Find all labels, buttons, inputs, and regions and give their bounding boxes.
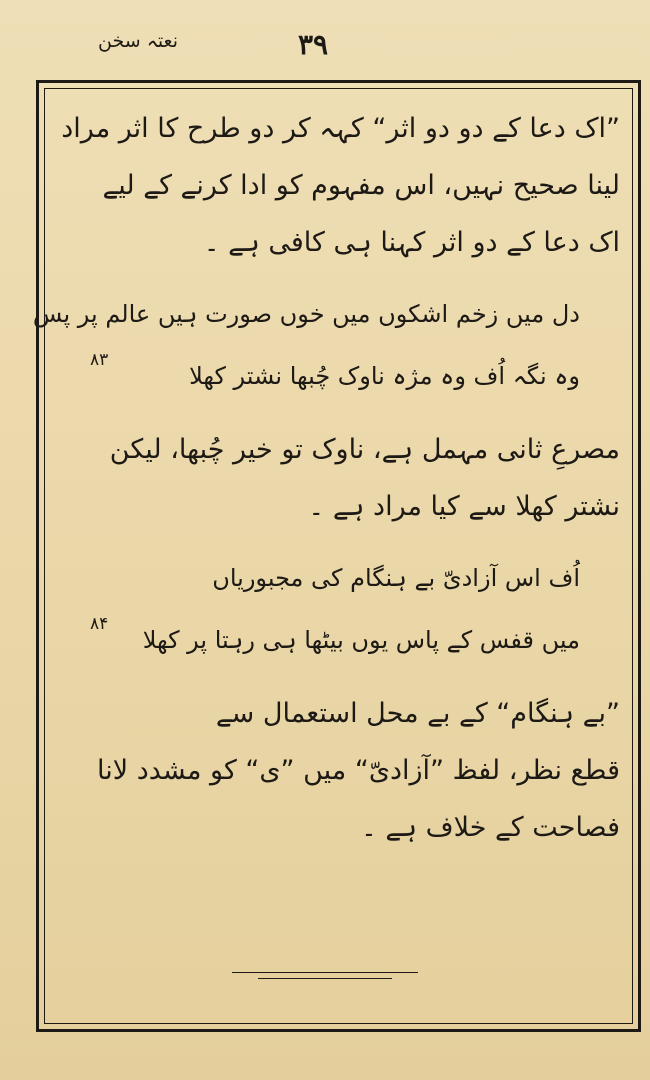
paragraph-3-line-2: قطع نظر، لفظ ”آزادیّ“ میں ”ی“ کو مشدد لانا: [96, 755, 620, 786]
end-rule-bottom: [258, 978, 392, 979]
couplet-2: [60, 547, 620, 671]
paragraph-1: [60, 100, 620, 271]
paragraph-3-line-3: فصاحت کے خلاف ہے ۔: [360, 812, 620, 843]
page-content: [32, 100, 620, 856]
couplet-2-line-2: میں قفس کے پاس یوں بیٹھا ہی رہتا پر کھلا: [142, 626, 580, 654]
couplet-1: [32, 283, 620, 407]
paragraph-2-line-2: نشتر کھلا سے کیا مراد ہے ۔: [308, 491, 620, 522]
couplet-2-number: ۸۴: [90, 614, 109, 634]
paragraph-3-line-1: ”بے ہنگام“ کے بے محل استعمال سے: [215, 698, 620, 729]
paragraph-1-line-2: لینا صحیح نہیں، اس مفہوم کو ادا کرنے کے لیے: [102, 170, 620, 201]
couplet-1-line-2: وہ نگہ اُف وہ مژہ ناوک چُبھا نشتر کھلا: [189, 362, 580, 390]
couplet-1-number: ۸۳: [90, 350, 109, 370]
couplet-1-line-1: دل میں زخم اشکوں میں خوں صورت ہیں عالم پر پس: [32, 300, 580, 328]
paragraph-1-line-1: ”اک دعا کے دو دو اثر“ کہہ کر دو طرح کا اثر مراد: [61, 113, 620, 144]
paragraph-2-line-1: مصرعِ ثانی مہمل ہے، ناوک تو خیر چُبھا، لیکن: [109, 434, 620, 465]
page-number: ۳۹: [298, 28, 329, 61]
paragraph-1-line-3: اک دعا کے دو اثر کہنا ہی کافی ہے ۔: [203, 227, 620, 258]
paragraph-3: [60, 685, 620, 856]
running-title: نعتہ سخن: [98, 30, 179, 52]
couplet-2-line-1: اُف اس آزادیّ بے ہنگام کی مجبوریاں: [212, 564, 580, 592]
end-rule-top: [232, 972, 418, 973]
paragraph-2: [60, 421, 620, 535]
